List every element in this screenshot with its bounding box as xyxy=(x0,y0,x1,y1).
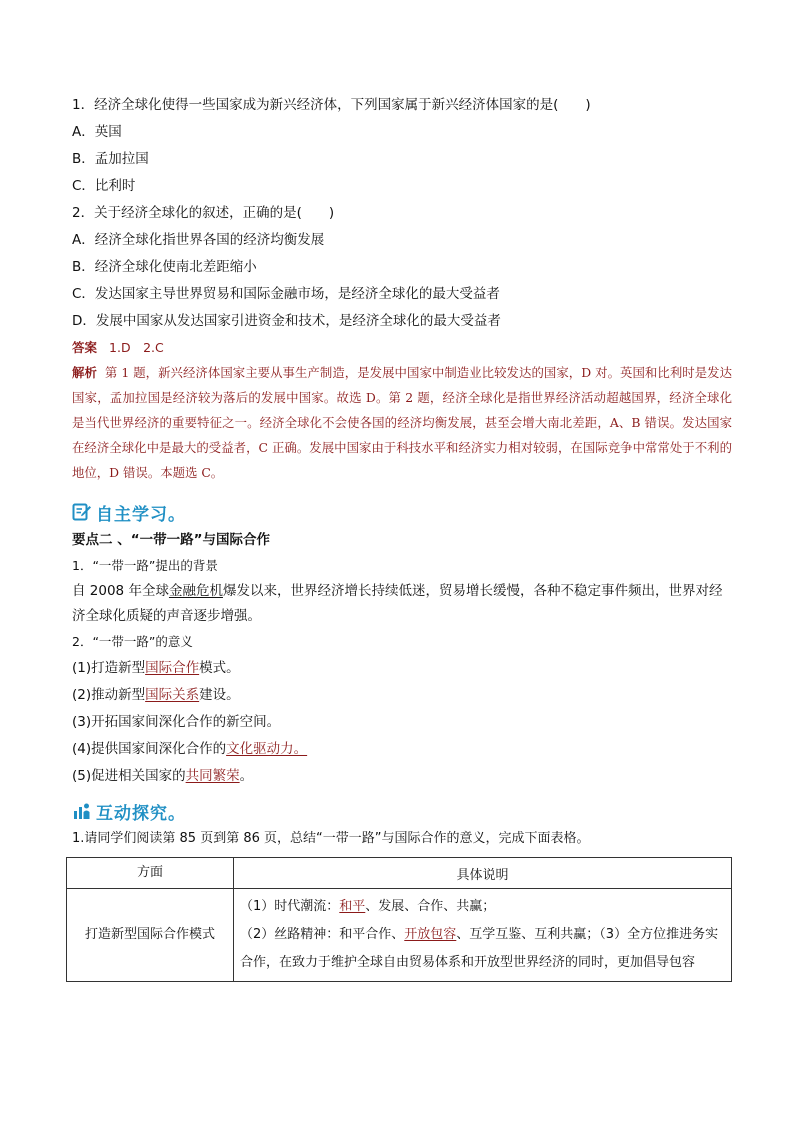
q2-option-d: D．发展中国家从发达国家引进资金和技术，是经济全球化的最大受益者 xyxy=(72,313,501,329)
analysis-text: 第 1 题，新兴经济体国家主要从事生产制造，是发展中国家中制造业比较发达的国家，D 对。英国和比利时是发达国家，孟加拉国是经济较为落后的发展中国家。故选 D。第 2 题，经济全球化是指世界经济活动超越国界，经济全球化是当代世界经济的重要特征之一。经济全球化不会使各国的经济均衡发展，甚至会增大南北差距，A、B 错误。发达国家在经济全球化中是最大的受益者，C 正确。发展中国家由于科技水平和经济实力相对较弱，在国际竞争中常常处于不利的地位，D 错误。本题选 C。 xyxy=(72,365,732,480)
interactive-dot: 。 xyxy=(168,803,185,824)
analysis-label: 解析 xyxy=(72,365,97,380)
q2-option-b: B．经济全球化使南北差距缩小 xyxy=(72,259,257,275)
q1-option-c: C．比利时 xyxy=(72,178,136,194)
answer-row xyxy=(72,337,732,359)
self-study-heading xyxy=(72,497,732,527)
detail-line-2: （2）丝路精神：和平合作、开放包容、互学互鉴、互利共赢；（3）全方位推进务实合作，在致力于维护全球自由贸易体系和开放型世界经济的同时，更加倡导包容 xyxy=(240,927,719,970)
background-paragraph xyxy=(72,579,732,629)
q1-stem: 1．经济全球化使得一些国家成为新兴经济体，下列国家属于新兴经济体国家的是( ) xyxy=(72,97,591,113)
meaning-item-5: (5)促进相关国家的共同繁荣。 xyxy=(72,768,254,784)
interactive-heading xyxy=(72,796,732,826)
answer-text: 1.D 2.C xyxy=(109,340,164,355)
meaning-item-1: (1)打造新型国际合作模式。 xyxy=(72,660,240,676)
background-underlined: 金融危机 xyxy=(168,583,223,599)
worksheet-page xyxy=(72,92,732,982)
table-header-detail: 具体说明 xyxy=(234,858,732,889)
self-study-dot: 。 xyxy=(168,504,185,525)
people-discuss-icon xyxy=(72,801,92,821)
background-heading: 1．“一带一路”提出的背景 xyxy=(72,558,218,573)
table-row xyxy=(67,889,732,982)
pencil-note-icon xyxy=(72,502,92,522)
answer-label: 答案 xyxy=(72,340,98,355)
summary-table xyxy=(66,857,732,982)
table-cell-detail xyxy=(234,889,732,982)
background-text-post: 爆发以来，世界经济增长持续低迷，贸易增长缓慢，各种不稳定事件频出，世界对经济全球化质疑的声音逐步增强。 xyxy=(72,583,723,624)
meaning-item-3: (3)开拓国家间深化合作的新空间。 xyxy=(72,714,281,730)
table-header-row xyxy=(67,858,732,889)
key-point-heading: 要点二 、“一带一路”与国际合作 xyxy=(72,532,270,548)
meaning-item-4: (4)提供国家间深化合作的文化驱动力。 xyxy=(72,741,308,757)
table-cell-aspect: 打造新型国际合作模式 xyxy=(67,889,234,982)
interactive-task: 1.请同学们阅读第 85 页到第 86 页，总结“一带一路”与国际合作的意义，完成下面表格。 xyxy=(72,831,590,846)
interactive-title: 互动探究 xyxy=(96,803,168,824)
self-study-title: 自主学习 xyxy=(96,504,168,525)
table-header-aspect: 方面 xyxy=(67,858,234,889)
q1-option-b: B．孟加拉国 xyxy=(72,151,149,167)
detail-line-1: （1）时代潮流：和平、发展、合作、共赢； xyxy=(240,899,496,914)
q2-option-c: C．发达国家主导世界贸易和国际金融市场，是经济全球化的最大受益者 xyxy=(72,286,500,302)
q2-stem: 2．关于经济全球化的叙述，正确的是( ) xyxy=(72,205,335,221)
background-text-pre: 自 2008 年全球 xyxy=(72,583,169,599)
meaning-heading: 2．“一带一路”的意义 xyxy=(72,634,193,649)
analysis-block xyxy=(72,360,732,485)
meaning-item-2: (2)推动新型国际关系建设。 xyxy=(72,687,240,703)
q2-option-a: A．经济全球化指世界各国的经济均衡发展 xyxy=(72,232,325,248)
q1-option-a: A．英国 xyxy=(72,124,122,140)
